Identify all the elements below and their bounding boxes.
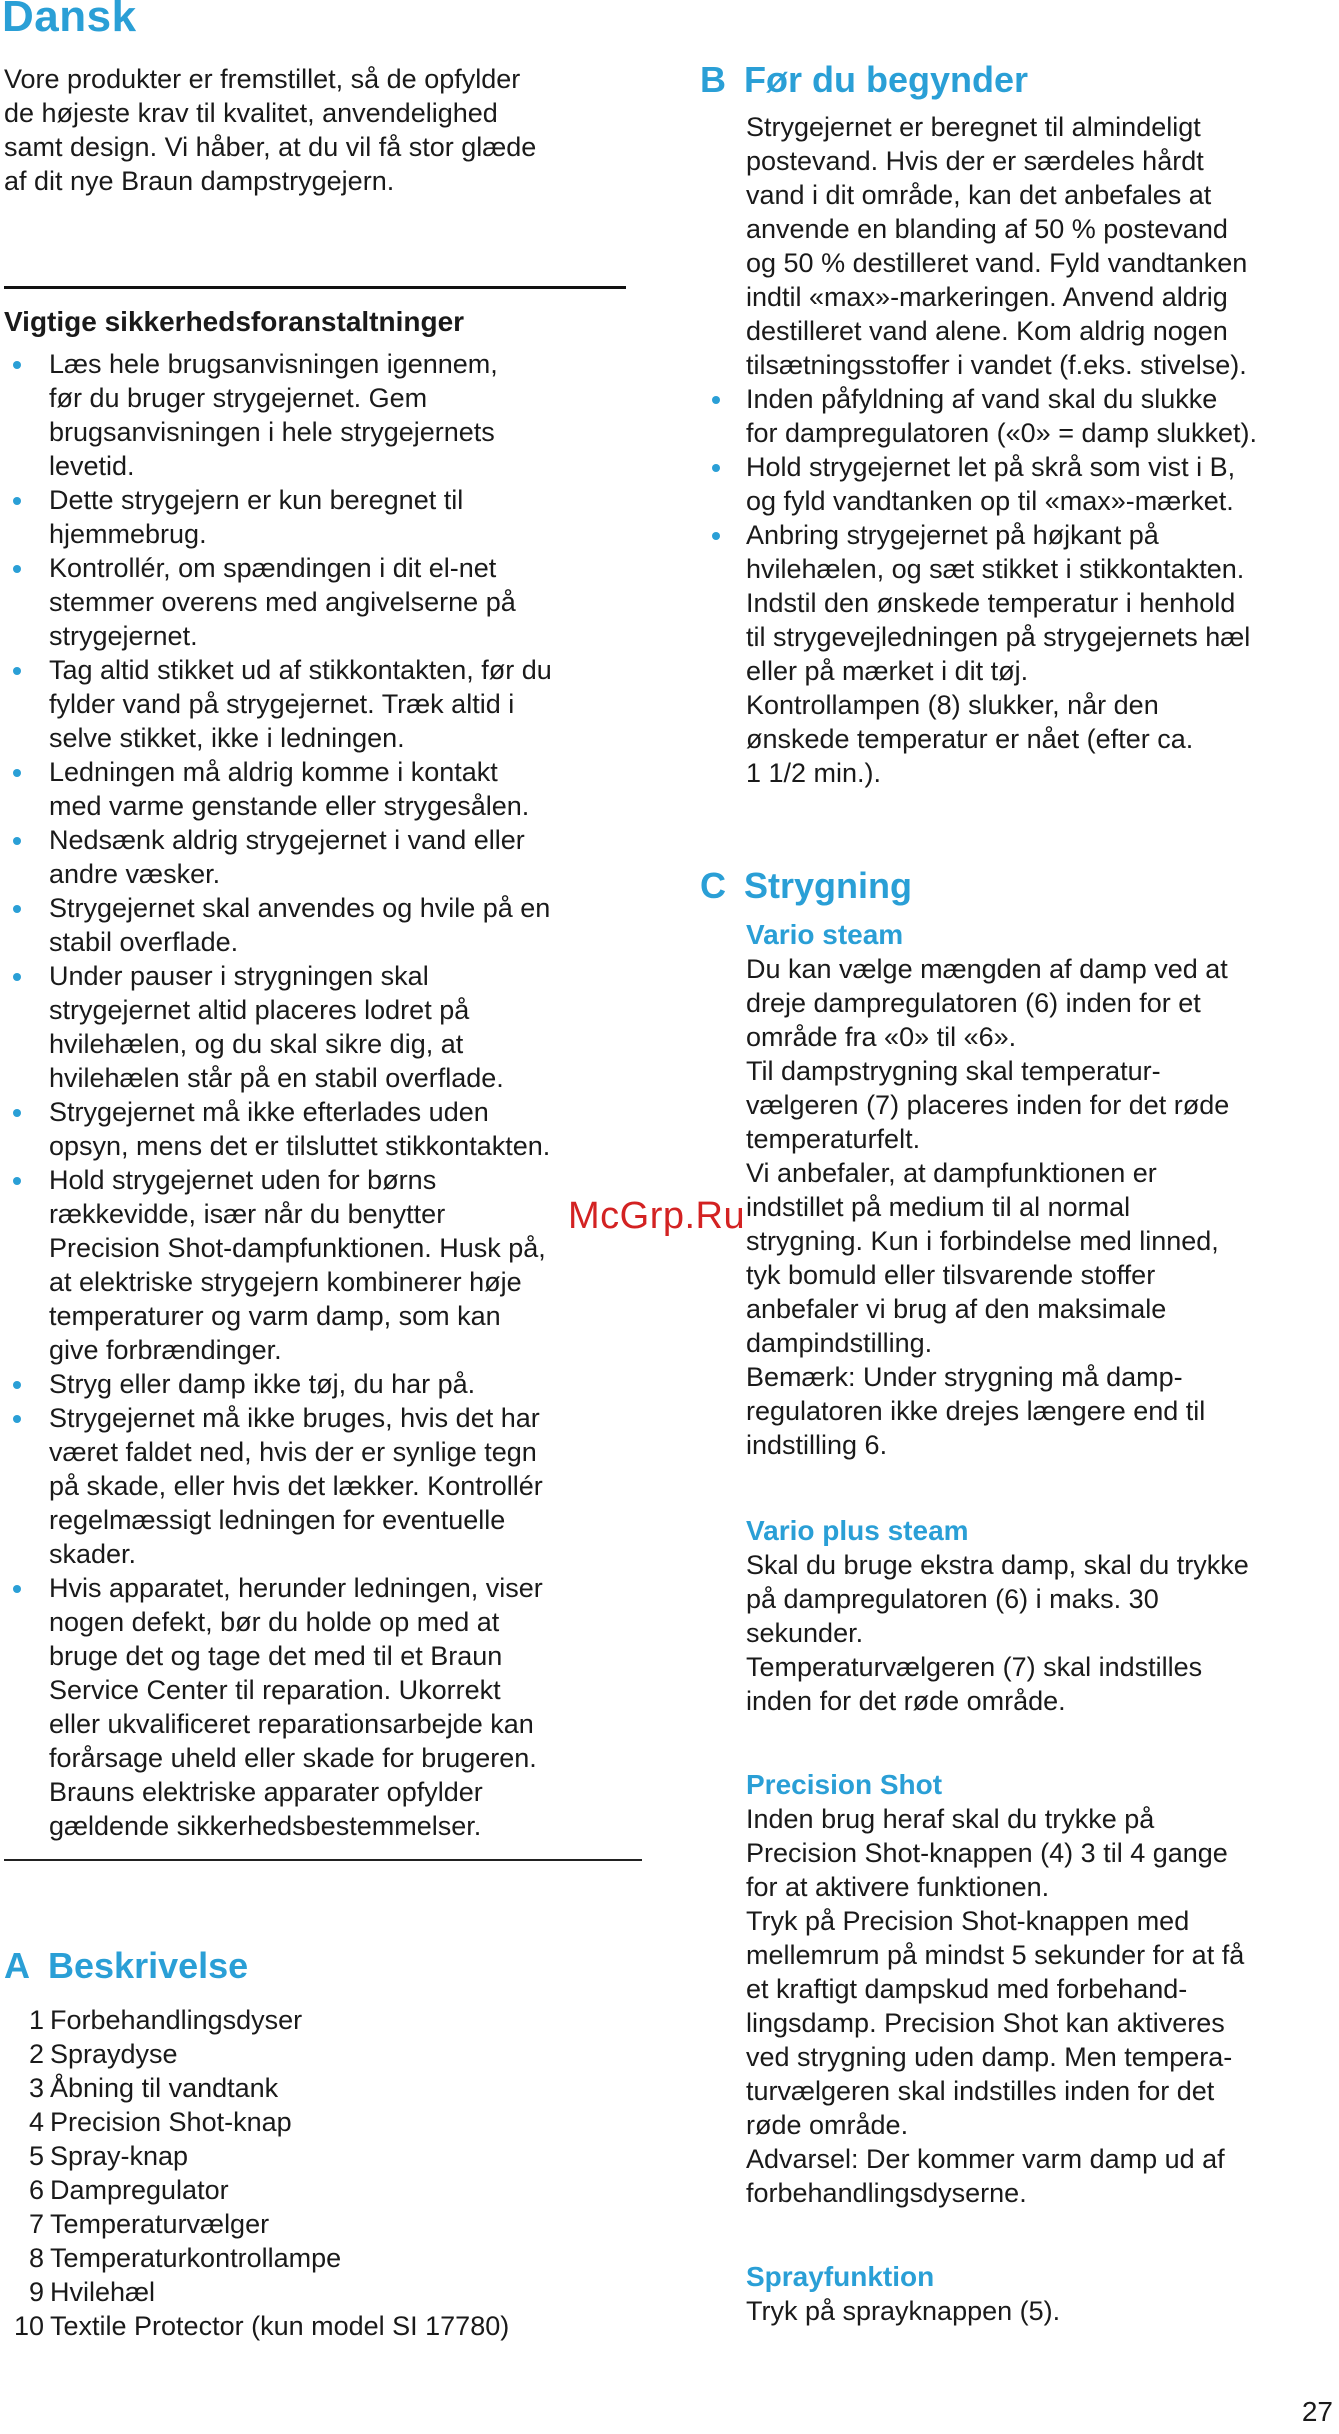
intro-line: Vore produkter er fremstillet, så de opfylder [4,64,521,94]
body-line: indstillet på medium til al normal [746,1192,1131,1222]
watermark: McGrp.Ru [568,1195,746,1237]
section-title: Før du begynder [744,59,1029,100]
bullet-line: Indstil den ønskede temperatur i henhold [746,588,1236,618]
part-number: 1 [28,2005,44,2035]
body-line: område fra «0» til «6». [746,1022,1017,1052]
body-line: Tryk på sprayknappen (5). [746,2296,1061,2326]
bullet-line: skader. [49,1539,137,1569]
bullet-line: med varme genstande eller strygesålen. [49,791,530,821]
bullet-line: Hold strygejernet uden for børns [49,1165,437,1195]
subsection-body [746,1548,1338,1718]
body-line: mellemrum på mindst 5 sekunder for at få [746,1940,1245,1970]
bullet-item [4,1401,644,1571]
part-number: 2 [28,2039,44,2069]
bullet-line: strygejernet. [49,621,198,651]
bullet-item [4,551,644,653]
part-number: 6 [28,2175,44,2205]
part-item [4,2241,644,2275]
part-label: Hvilehæl [50,2277,156,2307]
part-item [4,2309,644,2343]
bullet-line: temperaturer og varm damp, som kan [49,1301,501,1331]
bullet-line: stemmer overens med angivelserne på [49,587,516,617]
bullet-line: Service Center til reparation. Ukorrekt [49,1675,501,1705]
bullet-line: brugsanvisningen i hele strygejernets [49,417,495,447]
bullet-line: bruge det og tage det med til et Braun [49,1641,503,1671]
section-b-intro [746,110,1338,382]
bullet-line: Kontrollér, om spændingen i dit el-net [49,553,497,583]
body-line: anbefaler vi brug af den maksimale [746,1294,1167,1324]
bullet-line: hvilehælen står på en stabil overflade. [49,1063,504,1093]
spray-block [746,2260,1338,2328]
part-item [4,2105,644,2139]
intro-line: af dit nye Braun dampstrygejern. [4,166,395,196]
part-label: Textile Protector (kun model SI 17780) [50,2311,510,2341]
bullet-line: forårsage uheld eller skade for brugeren. [49,1743,537,1773]
part-label: Temperaturkontrollampe [50,2243,342,2273]
part-number: 9 [28,2277,44,2307]
bullet-line: været faldet ned, hvis der er synlige tegn [49,1437,537,1467]
bullet-item [4,1367,644,1401]
bullet-item [4,483,644,551]
page-title: Dansk [2,0,137,41]
subsection-body [746,2294,1338,2328]
bullet-line: og fyld vandtanken op til «max»-mærket. [746,486,1234,516]
part-item [4,2139,644,2173]
part-item [4,2003,644,2037]
body-line: på dampregulatoren (6) i maks. 30 [746,1584,1159,1614]
bullet-line: ønskede temperatur er nået (efter ca. [746,724,1194,754]
intro-paragraph [4,62,644,198]
bullet-line: Tag altid stikket ud af stikkontakten, før du [49,655,552,685]
body-line: vand i dit område, kan det anbefales at [746,180,1212,210]
part-item [4,2037,644,2071]
bullet-line: for dampregulatoren («0» = damp slukket). [746,418,1258,448]
bullet-line: Inden påfyldning af vand skal du slukke [746,384,1218,414]
section-title: Strygning [744,865,912,906]
subsection-body [746,1802,1338,2210]
bullet-line: hvilehælen, og du skal sikre dig, at [49,1029,464,1059]
body-line: Strygejernet er beregnet til almindeligt [746,112,1201,142]
part-number: 8 [28,2243,44,2273]
bullet-line: opsyn, mens det er tilsluttet stikkontakten. [49,1131,551,1161]
body-line: indstilling 6. [746,1430,888,1460]
body-line: Temperaturvælgeren (7) skal indstilles [746,1652,1203,1682]
bullet-item [700,382,1336,450]
body-line: inden for det røde område. [746,1686,1066,1716]
bullet-line: regelmæssigt ledningen for eventuelle [49,1505,506,1535]
bullet-line: Læs hele brugsanvisningen igennem, [49,349,498,379]
body-line: Vi anbefaler, at dampfunktionen er [746,1158,1157,1188]
body-line: strygning. Kun i forbindelse med linned, [746,1226,1219,1256]
body-line: Precision Shot-knappen (4) 3 til 4 gange [746,1838,1228,1868]
part-label: Temperaturvælger [50,2209,270,2239]
bullet-line: rækkevidde, især når du benytter [49,1199,446,1229]
bullet-line: gældende sikkerhedsbestemmelser. [49,1811,482,1841]
body-line: tyk bomuld eller tilsvarende stoffer [746,1260,1156,1290]
bullet-line: Anbring strygejernet på højkant på [746,520,1159,550]
bullet-line: til strygevejledningen på strygejernets hæl [746,622,1251,652]
body-line: dampindstilling. [746,1328,933,1358]
vario-steam-block [746,918,1338,1462]
bullet-line: Hvis apparatet, herunder ledningen, viser [49,1573,543,1603]
bullet-line: Stryg eller damp ikke tøj, du har på. [49,1369,476,1399]
bullet-line: Strygejernet må ikke efterlades uden [49,1097,489,1127]
bullet-line: Ledningen må aldrig komme i kontakt [49,757,498,787]
body-line: Skal du bruge ekstra damp, skal du trykke [746,1550,1249,1580]
body-line: Bemærk: Under strygning må damp- [746,1362,1183,1392]
part-item [4,2071,644,2105]
body-line: dreje dampregulatoren (6) inden for et [746,988,1201,1018]
body-line: Til dampstrygning skal temperatur- [746,1056,1161,1086]
bullet-line: Strygejernet skal anvendes og hvile på en [49,893,551,923]
bullet-line: selve stikket, ikke i ledningen. [49,723,405,753]
bullet-line: Precision Shot-dampfunktionen. Husk på, [49,1233,546,1263]
precision-shot-block [746,1768,1338,2210]
parts-list [4,2003,644,2343]
part-number: 5 [28,2141,44,2171]
section-letter: B [700,59,726,100]
section-c-heading [700,866,912,906]
part-item [4,2173,644,2207]
bullet-item [4,1163,644,1367]
intro-line: samt design. Vi håber, at du vil få stor glæde [4,132,537,162]
bullet-line: 1 1/2 min.). [746,758,882,788]
bullet-item [4,891,644,959]
body-line: temperaturfelt. [746,1124,921,1154]
bullet-line: give forbrændinger. [49,1335,282,1365]
bullet-item [4,1571,644,1843]
section-letter: A [4,1945,30,1986]
section-b-list [700,382,1336,790]
bullet-line: Kontrollampen (8) slukker, når den [746,690,1159,720]
vario-plus-steam-block [746,1514,1338,1718]
body-line: et kraftigt dampskud med forbehand- [746,1974,1188,2004]
part-number: 10 [13,2311,44,2341]
part-label: Spraydyse [50,2039,178,2069]
bullet-item [700,518,1336,790]
subsection-title: Vario steam [746,919,904,950]
safety-list [4,347,644,1843]
body-line: tilsætningsstoffer i vandet (f.eks. stivelse). [746,350,1247,380]
bullet-line: hvilehælen, og sæt stikket i stikkontakten. [746,554,1245,584]
bullet-line: Strygejernet må ikke bruges, hvis det har [49,1403,540,1433]
part-label: Forbehandlingsdyser [50,2005,303,2035]
bullet-line: før du bruger strygejernet. Gem [49,383,428,413]
safety-heading: Vigtige sikkerhedsforanstaltninger [4,306,465,337]
bullet-line: levetid. [49,451,135,481]
bullet-line: stabil overflade. [49,927,239,957]
section-a-heading [4,1946,248,1986]
part-item [4,2275,644,2309]
section-title: Beskrivelse [48,1945,249,1986]
body-line: Inden brug heraf skal du trykke på [746,1804,1155,1834]
bullet-line: Brauns elektriske apparater opfylder [49,1777,483,1807]
section-divider [4,1859,642,1861]
body-line: sekunder. [746,1618,864,1648]
part-number: 7 [28,2209,44,2239]
body-line: indtil «max»-markeringen. Anvend aldrig [746,282,1228,312]
subsection-title: Vario plus steam [746,1515,969,1546]
body-line: ved strygning uden damp. Men tempera- [746,2042,1233,2072]
bullet-line: strygejernet altid placeres lodret på [49,995,470,1025]
body-line: og 50 % destilleret vand. Fyld vandtanken [746,248,1248,278]
bullet-line: Nedsænk aldrig strygejernet i vand eller [49,825,525,855]
bullet-line: at elektriske strygejern kombinerer høje [49,1267,522,1297]
section-letter: C [700,865,726,906]
body-line: Tryk på Precision Shot-knappen med [746,1906,1190,1936]
body-line: lingsdamp. Precision Shot kan aktiveres [746,2008,1225,2038]
bullet-item [4,1095,644,1163]
body-line: Advarsel: Der kommer varm damp ud af [746,2144,1225,2174]
subsection-body [746,952,1338,1462]
body-line: postevand. Hvis der er særdeles hårdt [746,146,1204,176]
body-line: røde område. [746,2110,909,2140]
page-number: 27 [1301,2396,1333,2427]
body-line: Du kan vælge mængden af damp ved at [746,954,1228,984]
bullet-line: på skade, eller hvis det lækker. Kontrollér [49,1471,543,1501]
part-label: Precision Shot-knap [50,2107,292,2137]
bullet-line: eller ukvalificeret reparationsarbejde kan [49,1709,534,1739]
body-line: vælgeren (7) placeres inden for det røde [746,1090,1230,1120]
body-line: destilleret vand alene. Kom aldrig nogen [746,316,1228,346]
part-label: Dampregulator [50,2175,229,2205]
bullet-line: nogen defekt, bør du holde op med at [49,1607,500,1637]
bullet-line: hjemmebrug. [49,519,207,549]
intro-line: de højeste krav til kvalitet, anvendelighed [4,98,498,128]
body-line: forbehandlingsdyserne. [746,2178,1027,2208]
bullet-item [4,755,644,823]
section-divider [4,286,626,289]
part-number: 4 [28,2107,44,2137]
bullet-line: Under pauser i strygningen skal [49,961,429,991]
body-line: regulatoren ikke drejes længere end til [746,1396,1206,1426]
part-number: 3 [28,2073,44,2103]
bullet-line: fylder vand på strygejernet. Træk altid i [49,689,515,719]
bullet-item [4,347,644,483]
subsection-title: Precision Shot [746,1769,943,1800]
part-item [4,2207,644,2241]
part-label: Åbning til vandtank [50,2073,279,2103]
bullet-line: eller på mærket i dit tøj. [746,656,1029,686]
bullet-line: andre væsker. [49,859,221,889]
section-b-heading [700,60,1028,100]
subsection-title: Sprayfunktion [746,2261,935,2292]
bullet-item [4,653,644,755]
part-label: Spray-knap [50,2141,189,2171]
bullet-item [4,823,644,891]
bullet-line: Dette strygejern er kun beregnet til [49,485,464,515]
body-line: anvende en blanding af 50 % postevand [746,214,1228,244]
body-line: turvælgeren skal indstilles inden for det [746,2076,1215,2106]
bullet-item [700,450,1336,518]
body-line: for at aktivere funktionen. [746,1872,1050,1902]
bullet-item [4,959,644,1095]
bullet-line: Hold strygejernet let på skrå som vist i B, [746,452,1236,482]
